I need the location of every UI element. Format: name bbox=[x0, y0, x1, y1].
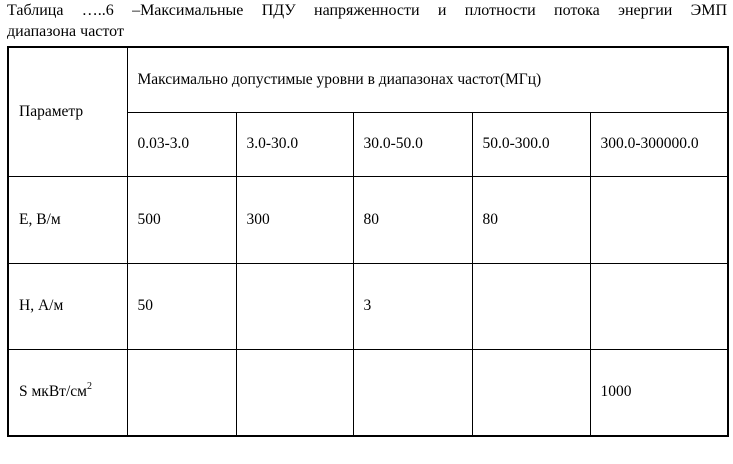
param-label: S мкВт/см bbox=[19, 383, 87, 401]
header-row bbox=[8, 47, 728, 112]
value-cell: 80 bbox=[472, 176, 590, 263]
param-header: Параметр bbox=[8, 47, 127, 176]
value-cell bbox=[236, 349, 353, 436]
table-caption bbox=[7, 0, 727, 42]
value-cell: 50 bbox=[127, 263, 236, 349]
limits-table bbox=[7, 46, 729, 437]
unit-superscript: 2 bbox=[86, 381, 92, 393]
caption-line-1: Таблица …..6 –Максимальные ПДУ напряженности и плотности потока энергии ЭМП bbox=[7, 2, 727, 19]
value-cell bbox=[590, 263, 728, 349]
value-cell bbox=[590, 176, 728, 263]
value-cell: 3 bbox=[353, 263, 472, 349]
value-cell bbox=[472, 349, 590, 436]
value-cell: 500 bbox=[127, 176, 236, 263]
range-header: 0.03-3.0 bbox=[127, 112, 236, 176]
range-header: 3.0-30.0 bbox=[236, 112, 353, 176]
range-header: 50.0-300.0 bbox=[472, 112, 590, 176]
value-cell: 80 bbox=[353, 176, 472, 263]
value-cell bbox=[353, 349, 472, 436]
group-header: Максимально допустимые уровни в диапазонах частот(МГц) bbox=[127, 47, 728, 112]
table-row bbox=[8, 349, 728, 436]
table-row bbox=[8, 176, 728, 263]
value-cell: 300 bbox=[236, 176, 353, 263]
caption-line-2: диапазона частот bbox=[7, 23, 124, 40]
value-cell bbox=[127, 349, 236, 436]
range-header: 300.0-300000.0 bbox=[590, 112, 728, 176]
param-label: H, А/м bbox=[8, 263, 127, 349]
param-label-cell bbox=[8, 349, 127, 436]
value-cell bbox=[236, 263, 353, 349]
value-cell bbox=[472, 263, 590, 349]
range-header: 30.0-50.0 bbox=[353, 112, 472, 176]
param-label: E, В/м bbox=[8, 176, 127, 263]
table-row bbox=[8, 263, 728, 349]
value-cell: 1000 bbox=[590, 349, 728, 436]
